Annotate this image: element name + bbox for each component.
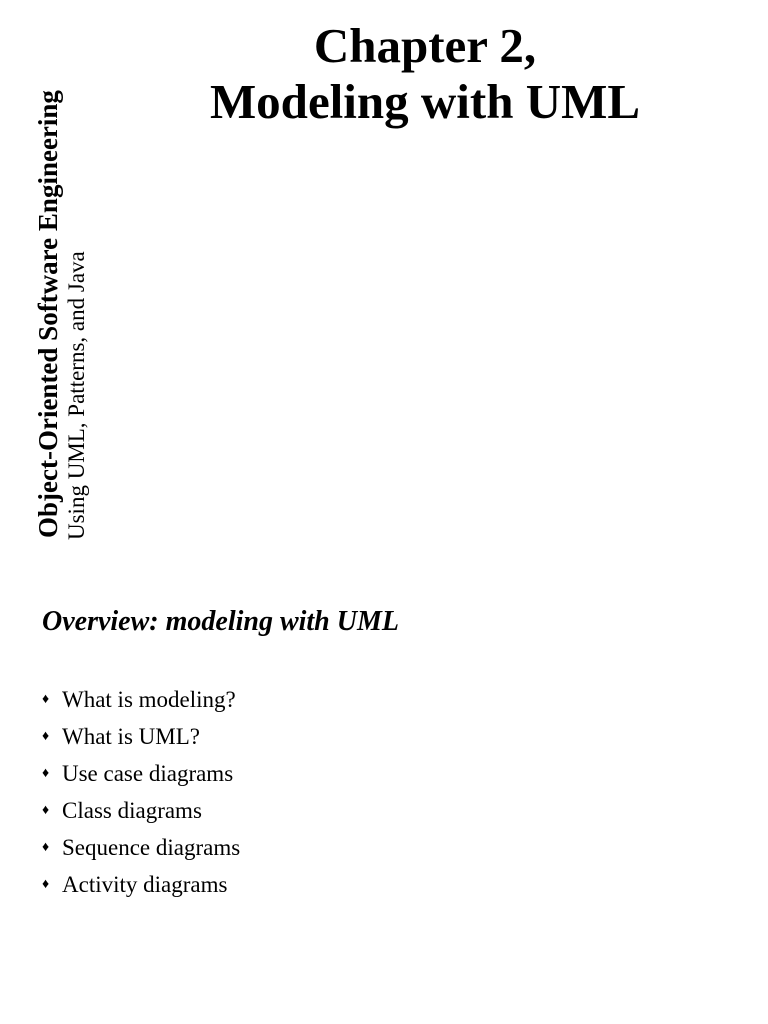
book-title: Object-Oriented Software Engineering: [33, 90, 63, 538]
topic-list: [42, 681, 692, 903]
list-item-text: What is UML?: [62, 724, 200, 749]
list-item: [42, 829, 692, 866]
list-item-text: Activity diagrams: [62, 872, 228, 897]
list-item: [42, 792, 692, 829]
book-subtitle: Using UML, Patterns, and Java: [64, 251, 89, 540]
list-item: [42, 681, 692, 718]
diamond-bullet-icon: ♦: [42, 803, 50, 818]
diamond-bullet-icon: ♦: [42, 729, 50, 744]
chapter-title-line-1: Chapter 2,: [313, 18, 537, 73]
list-item-text: Sequence diagrams: [62, 835, 241, 860]
list-item-text: Class diagrams: [62, 798, 202, 823]
chapter-title: [170, 18, 680, 130]
diamond-bullet-icon: ♦: [42, 766, 50, 781]
diamond-bullet-icon: ♦: [42, 692, 50, 707]
list-item: [42, 718, 692, 755]
chapter-title-line-2: Modeling with UML: [209, 74, 641, 129]
overview-heading: Overview: modeling with UML: [42, 606, 399, 637]
diamond-bullet-icon: ♦: [42, 877, 50, 892]
overview-section: [42, 603, 692, 903]
list-item-text: What is modeling?: [62, 687, 236, 712]
list-item: [42, 866, 692, 903]
diamond-bullet-icon: ♦: [42, 840, 50, 855]
list-item: [42, 755, 692, 792]
list-item-text: Use case diagrams: [62, 761, 234, 786]
book-title-block: [30, 36, 100, 546]
